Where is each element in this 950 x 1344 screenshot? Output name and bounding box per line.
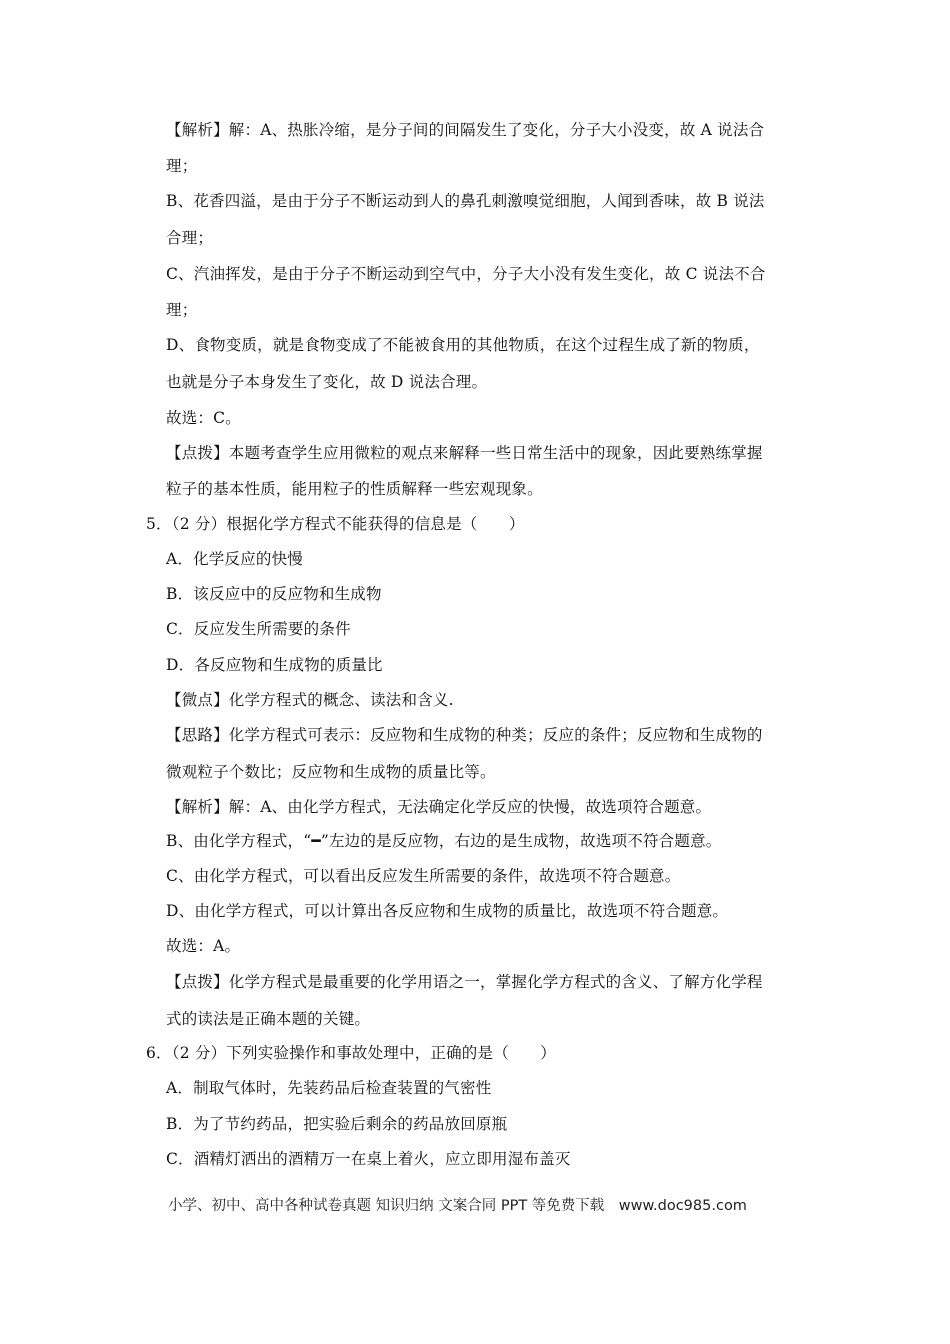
q5-answer: 故选：A。 <box>166 937 241 955</box>
q5-option-b: B．该反应中的反应物和生成物 <box>166 585 382 603</box>
q5-point: 【微点】化学方程式的概念、读法和含义. <box>166 691 454 709</box>
q5-analysis-c: C、由化学方程式，可以看出反应发生所需要的条件，故选项不符合题意。 <box>166 867 681 885</box>
q4-b-line2: 合理； <box>166 229 214 247</box>
q4-d-line2: 也就是分子本身发生了变化，故 D 说法合理。 <box>166 373 488 391</box>
q5-analysis-b: B、由化学方程式，“━”左边的是反应物，右边的是生成物，故选项不符合题意。 <box>166 832 722 850</box>
q5-tip-line1: 【点拨】化学方程式是最重要的化学用语之一，掌握化学方程式的含义、了解方化学程 <box>166 973 763 991</box>
q5-idea-line2: 微观粒子个数比；反应物和生成物的质量比等。 <box>166 763 496 781</box>
q4-answer: 故选：C。 <box>166 409 241 427</box>
q4-tip-line1: 【点拨】本题考查学生应用微粒的观点来解释一些日常生活中的现象，因此要熟练掌握 <box>166 444 763 462</box>
q4-c-line1: C、汽油挥发，是由于分子不断运动到空气中，分子大小没有发生变化，故 C 说法不合 <box>166 265 766 283</box>
q4-analysis-line1: 【解析】解：A、热胀冷缩，是分子间的间隔发生了变化，分子大小没变，故 A 说法合 <box>166 121 765 139</box>
q6-stem: 6．（2 分）下列实验操作和事故处理中，正确的是（ ） <box>146 1044 557 1062</box>
q4-analysis-line2: 理； <box>166 157 198 175</box>
q6-option-c: C．酒精灯洒出的酒精万一在桌上着火，应立即用湿布盖灭 <box>166 1150 571 1168</box>
q5-tip-line2: 式的读法是正确本题的关键。 <box>166 1010 371 1028</box>
q6-option-b: B．为了节约药品，把实验后剩余的药品放回原瓶 <box>166 1115 508 1133</box>
q5-stem: 5．（2 分）根据化学方程式不能获得的信息是（ ） <box>146 515 525 533</box>
q5-option-d: D．各反应物和生成物的质量比 <box>166 656 383 674</box>
q4-tip-line2: 粒子的基本性质，能用粒子的性质解释一些宏观现象。 <box>166 480 543 498</box>
q6-option-a: A．制取气体时，先装药品后检查装置的气密性 <box>166 1079 492 1097</box>
q5-idea-line1: 【思路】化学方程式可表示：反应物和生成物的种类；反应的条件；反应物和生成物的 <box>166 726 763 744</box>
q4-d-line1: D、食物变质，就是食物变成了不能被食用的其他物质，在这个过程生成了新的物质， <box>166 336 760 354</box>
q5-analysis-a: 【解析】解：A、由化学方程式，无法确定化学反应的快慢，故选项符合题意。 <box>166 798 712 816</box>
q5-option-c: C．反应发生所需要的条件 <box>166 620 351 638</box>
q4-b-line1: B、花香四溢，是由于分子不断运动到人的鼻孔刺激嗅觉细胞，人闻到香味，故 B 说法 <box>166 192 765 210</box>
q4-c-line2: 理； <box>166 301 198 319</box>
q5-option-a: A．化学反应的快慢 <box>166 550 303 568</box>
footer-download-banner: 小学、初中、高中各种试卷真题 知识归纳 文案合同 PPT 等免费下载 www.doc985.com <box>168 1198 747 1214</box>
q5-analysis-d: D、由化学方程式，可以计算出各反应物和生成物的质量比，故选项不符合题意。 <box>166 902 729 920</box>
